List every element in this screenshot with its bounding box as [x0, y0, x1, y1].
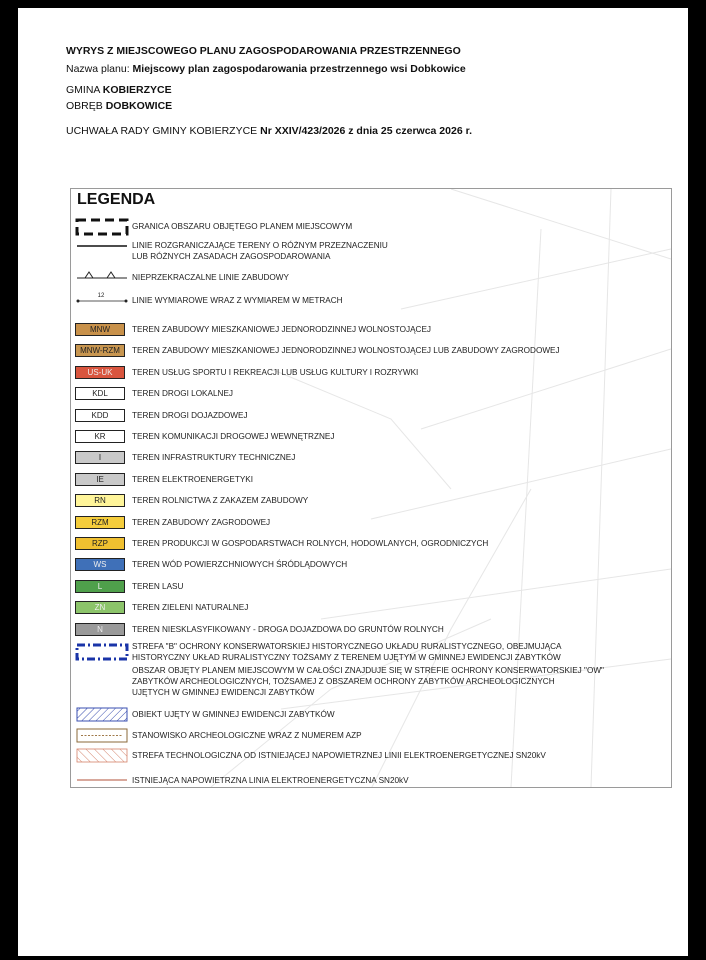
gmina-line — [66, 84, 172, 96]
legend-label: STANOWISKO ARCHEOLOGICZNE WRAZ Z NUMEREM AZP — [132, 731, 362, 740]
legend-label-continued: LUB RÓŻNYCH ZASADACH ZAGOSPODAROWANIA — [132, 252, 331, 261]
legend-label: ISTNIEJĄCA NAPOWIETRZNA LINIA ELEKTROENERGETYCZNA SN20kV — [132, 776, 409, 785]
legend-label: GRANICA OBSZARU OBJĘTEGO PLANEM MIEJSCOWYM — [132, 222, 353, 231]
zone-swatch: KDD — [75, 409, 125, 422]
zone-swatch: WS — [75, 558, 125, 571]
obreb-name: DOBKOWICE — [105, 100, 173, 112]
plan-boundary-symbol — [75, 217, 129, 237]
zone-label: TEREN INFRASTRUKTURY TECHNICZNEJ — [132, 453, 296, 463]
archaeology-note-line2: ZABYTKÓW ARCHEOLOGICZNYCH, TOŻSAMEJ Z OBSZAREM OCHRONY ZABYTKÓW ARCHEOLOGICZNYCH — [132, 677, 555, 686]
dimension-line-symbol — [75, 287, 129, 307]
zone-swatch: US-UK — [75, 366, 125, 379]
protection-zone-symbol — [75, 641, 129, 663]
zone-label: TEREN PRODUKCJI W GOSPODARSTWACH ROLNYCH, HODOWLANYCH, OGRODNICZYCH — [132, 539, 489, 548]
legend-label: LINIE ROZGRANICZAJĄCE TERENY O RÓŻNYM PRZEZNACZENIU — [132, 241, 388, 250]
zone-swatch: RN — [75, 494, 125, 507]
zone-swatch: KR — [75, 430, 125, 443]
archaeological-site-symbol — [75, 727, 129, 745]
archaeology-note-line1: OBSZAR OBJĘTY PLANEM MIEJSCOWYM W CAŁOŚCI ZNAJDUJE SIĘ W STREFIE OCHRONY KONSERWATORSKIEJ "OW" — [132, 666, 604, 675]
archaeology-note-line3: UJĘTYCH W GMINNEJ EWIDENCJI ZABYTKÓW — [132, 688, 315, 697]
zone-label: TEREN KOMUNIKACJI DROGOWEJ WEWNĘTRZNEJ — [132, 432, 335, 441]
zone-swatch: ZN — [75, 601, 125, 614]
resolution-detail: Nr XXIV/423/2026 z dnia 25 czerwca 2026 r. — [260, 125, 472, 137]
zone-label: TEREN ELEKTROENERGETYKI — [132, 474, 254, 484]
zone-swatch: N — [75, 623, 125, 636]
zone-label: TEREN NIESKLASYFIKOWANY - DROGA DOJAZDOWA DO GRUNTÓW ROLNYCH — [132, 624, 444, 634]
zone-swatch: L — [75, 580, 125, 593]
zone-label: TEREN DROGI LOKALNEJ — [132, 389, 234, 399]
zone-label: TEREN ROLNICTWA Z ZAKAZEM ZABUDOWY — [132, 496, 309, 506]
obreb-label: OBRĘB — [66, 100, 103, 112]
zone-swatch: RZP — [75, 537, 125, 550]
zone-label: TEREN DROGI DOJAZDOWEJ — [132, 410, 248, 420]
legend-title: LEGENDA — [77, 191, 156, 208]
gmina-name: KOBIERZYCE — [102, 84, 172, 96]
protection-zone-label-continued: HISTORYCZNY UKŁAD RURALISTYCZNY TOŻSAMY Z TERENEM UJĘTYM W GMINNEJ EWIDENCJI ZABYTKÓW — [132, 653, 561, 662]
legend-label: STREFA TECHNOLOGICZNA OD ISTNIEJĄCEJ NAPOWIETRZNEJ LINII ELEKTROENERGETYCZNEJ SN20kV — [132, 751, 546, 760]
zone-label: TEREN ZABUDOWY MIESZKANIOWEJ JEDNORODZINNEJ WOLNOSTOJĄCEJ LUB ZABUDOWY ZAGRODOWEJ — [132, 346, 560, 356]
zone-label: TEREN LASU — [132, 581, 184, 591]
plan-name-line — [66, 63, 466, 75]
zone-swatch: MNW — [75, 323, 125, 336]
zone-swatch: I — [75, 451, 125, 464]
legend-label: LINIE WYMIAROWE WRAZ Z WYMIAREM W METRACH — [132, 296, 343, 305]
zone-swatch: RZM — [75, 516, 125, 529]
legend-label: OBIEKT UJĘTY W GMINNEJ EWIDENCJI ZABYTKÓW — [132, 710, 335, 719]
document-page — [18, 8, 688, 956]
power-line-symbol — [75, 775, 129, 785]
building-line-symbol — [75, 266, 129, 286]
legend-panel — [70, 188, 672, 788]
resolution-prefix: UCHWAŁA RADY GMINY KOBIERZYCE — [66, 125, 258, 137]
zone-swatch: IE — [75, 473, 125, 486]
dividing-line-symbol — [75, 240, 129, 260]
heritage-object-symbol — [75, 706, 129, 724]
dimension-value: 12 — [97, 293, 105, 299]
zone-label: TEREN WÓD POWIERZCHNIOWYCH ŚRÓDLĄDOWYCH — [132, 560, 348, 570]
zone-swatch: KDL — [75, 387, 125, 400]
technology-zone-symbol — [75, 747, 129, 765]
zone-swatch: MNW-RZM — [75, 344, 125, 357]
plan-name-label: Nazwa planu: — [66, 63, 130, 75]
zone-label: TEREN ZIELENI NATURALNEJ — [132, 603, 249, 613]
zone-label: TEREN ZABUDOWY MIESZKANIOWEJ JEDNORODZINNEJ WOLNOSTOJĄCEJ — [132, 325, 432, 334]
protection-zone-label: STREFA "B" OCHRONY KONSERWATORSKIEJ HISTORYCZNEGO UKŁADU RURALISTYCZNEGO, OBEJMUJĄCA — [132, 642, 562, 651]
document-title: WYRYS Z MIEJSCOWEGO PLANU ZAGOSPODAROWANIA PRZESTRZENNEGO — [66, 45, 461, 57]
obreb-line — [66, 100, 172, 112]
zone-label: TEREN USŁUG SPORTU I REKREACJI LUB USŁUG KULTURY I ROZRYWKI — [132, 367, 419, 377]
plan-name: Miejscowy plan zagospodarowania przestrzennego wsi Dobkowice — [132, 63, 466, 75]
legend-label: NIEPRZEKRACZALNE LINIE ZABUDOWY — [132, 273, 289, 282]
resolution-line — [66, 125, 472, 137]
gmina-label: GMINA — [66, 84, 100, 96]
zone-label: TEREN ZABUDOWY ZAGRODOWEJ — [132, 517, 271, 527]
